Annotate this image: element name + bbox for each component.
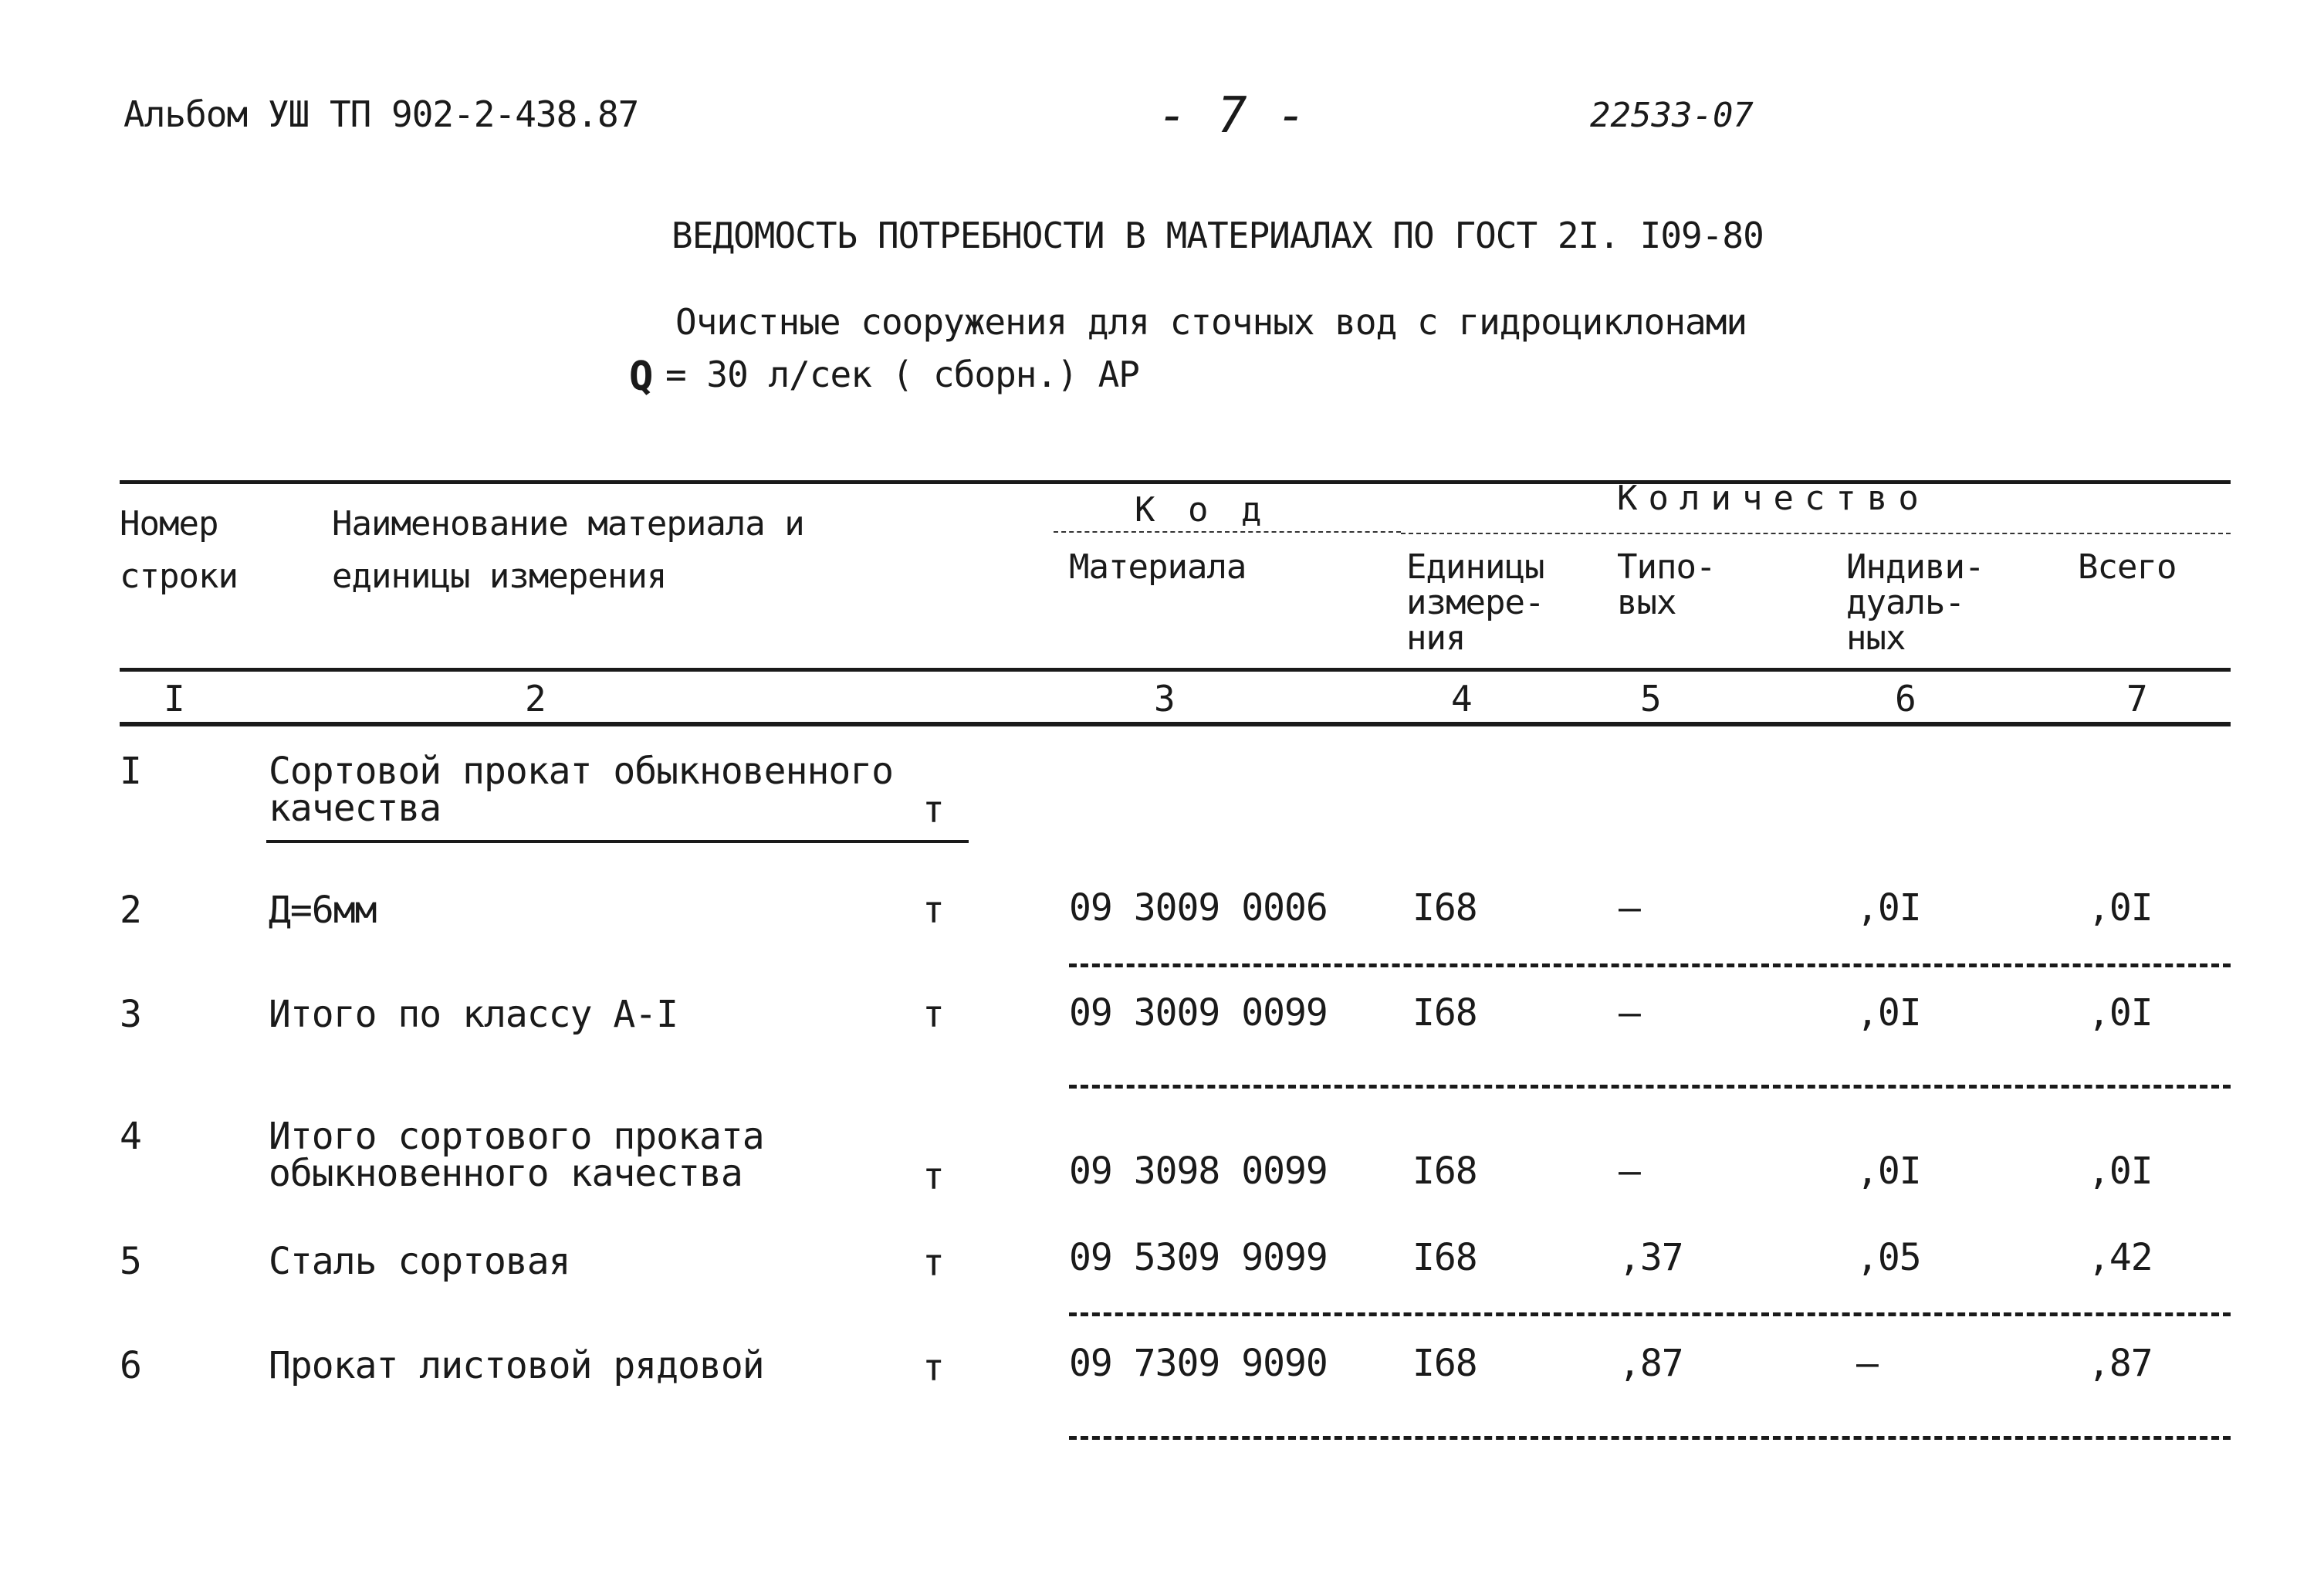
row-qty-individual: ,0I — [1856, 886, 1921, 930]
row-qty-total: ,0I — [2088, 991, 2153, 1035]
document-number: 22533-07 — [1590, 96, 1754, 135]
row-qty-typical: – — [1619, 886, 1640, 930]
row-unit-code: I68 — [1412, 1236, 1477, 1279]
row-qty-total: ,42 — [2088, 1236, 2153, 1279]
column-number: 5 — [1640, 678, 1662, 720]
row-material-code: 09 3009 0099 — [1069, 991, 1328, 1035]
row-separator — [1069, 1312, 2231, 1316]
row-separator — [1069, 963, 2231, 967]
header-code: К о д — [1135, 490, 1268, 530]
row-qty-total: ,0I — [2088, 1150, 2153, 1193]
row-qty-individual: ,0I — [1856, 991, 1921, 1035]
row-qty-typical: ,37 — [1619, 1236, 1683, 1279]
header-code-material: Материала — [1069, 547, 1247, 587]
header-code-underline — [1054, 531, 1401, 533]
group-underline — [266, 840, 969, 843]
column-number: 3 — [1154, 678, 1176, 720]
header-row-number: Номер строки — [120, 504, 238, 597]
row-unit-code: I68 — [1412, 1342, 1477, 1385]
column-number: I — [164, 678, 185, 720]
row-unit: т — [922, 993, 944, 1036]
row-number: 6 — [120, 1344, 141, 1387]
row-number: 4 — [120, 1115, 141, 1158]
row-separator — [1069, 1085, 2231, 1089]
header-qty-individual: Индиви- дуаль- ных — [1846, 547, 1984, 659]
row-material-name: Итого по классу А-I — [269, 993, 678, 1036]
row-qty-typical: – — [1619, 991, 1640, 1035]
row-unit: т — [922, 1241, 944, 1285]
header-qty-typical: Типо- вых — [1617, 547, 1716, 623]
row-qty-typical: ,87 — [1619, 1342, 1683, 1385]
row-unit-code: I68 — [1412, 1150, 1477, 1193]
row-unit: т — [922, 788, 944, 831]
row-unit-code: I68 — [1412, 886, 1477, 930]
row-qty-individual: ,05 — [1856, 1236, 1921, 1279]
header-quantity: Количество — [1617, 479, 1930, 518]
header-qty-total: Всего — [2078, 547, 2177, 587]
row-material-code: 09 5309 9099 — [1069, 1236, 1328, 1279]
row-unit-code: I68 — [1412, 991, 1477, 1035]
row-unit: т — [922, 889, 944, 932]
row-number: 5 — [120, 1240, 141, 1283]
column-number: 2 — [525, 678, 546, 720]
column-number: 6 — [1895, 678, 1916, 720]
row-material-code: 09 3009 0006 — [1069, 886, 1328, 930]
row-unit: т — [922, 1155, 944, 1198]
row-number: 2 — [120, 889, 141, 932]
row-qty-typical: – — [1619, 1150, 1640, 1193]
flow-symbol: Q — [629, 354, 654, 400]
header-material-name: Наименование материала и единицы измерения — [332, 504, 804, 597]
row-qty-individual: ,0I — [1856, 1150, 1921, 1193]
row-material-code: 09 3098 0099 — [1069, 1150, 1328, 1193]
column-number-rule — [120, 722, 2231, 726]
row-material-name: Итого сортового проката обыкновенного качества — [269, 1115, 764, 1195]
column-number: 7 — [2126, 678, 2148, 720]
row-qty-total: ,87 — [2088, 1342, 2153, 1385]
row-qty-individual: – — [1856, 1342, 1878, 1385]
header-code-unit: Единицы измере- ния — [1406, 547, 1544, 659]
header-quantity-underline — [1401, 533, 2231, 534]
row-number: I — [120, 750, 141, 793]
page-number: - 7 - — [1158, 87, 1307, 144]
row-material-name: Д=6мм — [269, 889, 377, 932]
row-unit: т — [922, 1346, 944, 1390]
page-title: ВЕДОМОСТЬ ПОТРЕБНОСТИ В МАТЕРИАЛАХ ПО ГОСТ 2I. I09-80 — [671, 215, 1764, 256]
row-qty-total: ,0I — [2088, 886, 2153, 930]
subtitle-line-2: = 30 л/сек ( сборн.) АР — [665, 354, 1139, 395]
row-separator — [1069, 1436, 2231, 1440]
row-number: 3 — [120, 993, 141, 1036]
column-number: 4 — [1451, 678, 1473, 720]
row-material-name: Сталь сортовая — [269, 1240, 570, 1283]
header-bottom-rule — [120, 668, 2231, 672]
row-material-name: Сортовой прокат обыкновенного качества — [269, 750, 894, 830]
row-material-name: Прокат листовой рядовой — [269, 1344, 764, 1387]
row-material-code: 09 7309 9090 — [1069, 1342, 1328, 1385]
subtitle-line-1: Очистные сооружения для сточных вод с гидроциклонами — [675, 301, 1747, 343]
album-designation: Альбом УШ ТП 902-2-438.87 — [123, 93, 639, 135]
